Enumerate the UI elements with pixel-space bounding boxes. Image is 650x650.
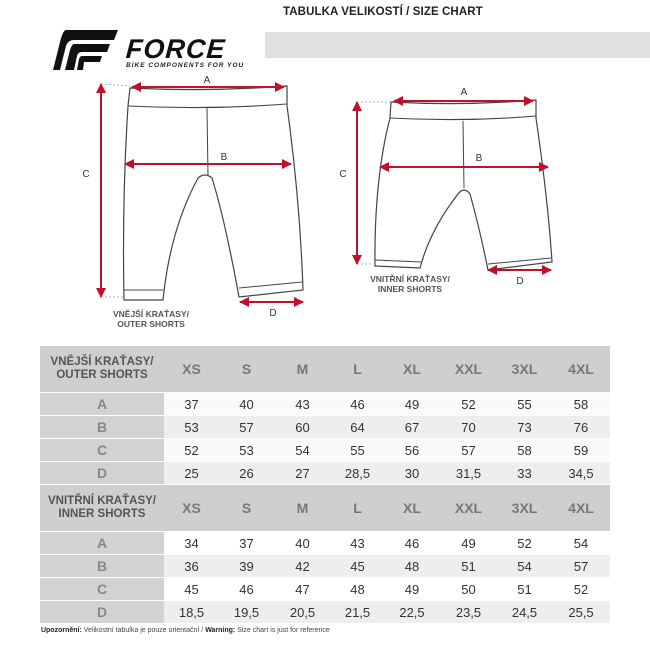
outer-shorts-outline [124, 86, 304, 300]
size-header-xl: XL [384, 485, 440, 532]
table-cell: 36 [164, 555, 219, 578]
table-cell: 28,5 [331, 462, 384, 485]
row-label: B [40, 416, 164, 439]
table-cell: 46 [384, 532, 440, 555]
footer-warning [41, 627, 330, 634]
row-label: D [40, 462, 164, 485]
size-table-body [40, 346, 610, 624]
table-cell: 48 [331, 578, 384, 601]
inner-header-row [40, 485, 610, 532]
table-cell: 50 [440, 578, 497, 601]
table-cell: 31,5 [440, 462, 497, 485]
table-cell: 37 [164, 393, 219, 416]
table-cell: 57 [219, 416, 274, 439]
table-cell: 47 [274, 578, 331, 601]
size-header-4xl: 4XL [552, 485, 610, 532]
outer-label-d: D [269, 308, 277, 319]
table-cell: 58 [497, 439, 552, 462]
table-row [40, 578, 610, 601]
outer-caption-line2: OUTER SHORTS [117, 319, 185, 330]
row-label: C [40, 439, 164, 462]
table-cell: 51 [440, 555, 497, 578]
table-cell: 59 [552, 439, 610, 462]
table-cell: 49 [440, 532, 497, 555]
table-cell: 48 [384, 555, 440, 578]
table-cell: 55 [497, 393, 552, 416]
inner-shorts-diagram [339, 87, 552, 287]
outer-section-title [40, 346, 164, 393]
table-row [40, 462, 610, 485]
table-cell: 51 [497, 578, 552, 601]
table-cell: 34,5 [552, 462, 610, 485]
warning-en-label: Warning: [205, 627, 236, 634]
table-cell: 45 [164, 578, 219, 601]
table-cell: 52 [440, 393, 497, 416]
outer-dim-c-top-guide [101, 84, 130, 86]
size-header-l: L [331, 346, 384, 393]
table-cell: 70 [440, 416, 497, 439]
table-row [40, 393, 610, 416]
table-cell: 25 [164, 462, 219, 485]
table-cell: 52 [164, 439, 219, 462]
table-cell: 26 [219, 462, 274, 485]
inner-center-seam [463, 121, 464, 188]
brand-name: FORCE [124, 34, 227, 64]
table-cell: 37 [219, 532, 274, 555]
table-cell: 64 [331, 416, 384, 439]
outer-header-row [40, 346, 610, 393]
inner-waistband-line [390, 116, 536, 120]
brand-tagline: BIKE COMPONENTS FOR YOU [126, 62, 245, 69]
size-header-s: S [219, 346, 274, 393]
table-cell: 76 [552, 416, 610, 439]
warning-cz-text: Velikostní tabulka je pouze orientační / [81, 627, 206, 634]
table-cell: 56 [384, 439, 440, 462]
table-cell: 46 [331, 393, 384, 416]
table-cell: 39 [219, 555, 274, 578]
table-cell: 33 [497, 462, 552, 485]
table-cell: 52 [552, 578, 610, 601]
table-cell: 43 [274, 393, 331, 416]
inner-label-d: D [516, 276, 524, 287]
row-label: D [40, 601, 164, 624]
table-cell: 42 [274, 555, 331, 578]
table-row [40, 601, 610, 624]
table-row [40, 555, 610, 578]
size-header-xl: XL [384, 346, 440, 393]
size-header-3xl: 3XL [497, 485, 552, 532]
table-cell: 23,5 [440, 601, 497, 624]
table-cell: 18,5 [164, 601, 219, 624]
outer-label-c: C [82, 169, 90, 180]
table-cell: 46 [219, 578, 274, 601]
table-cell: 34 [164, 532, 219, 555]
table-cell: 53 [219, 439, 274, 462]
row-label: A [40, 393, 164, 416]
inner-shorts-caption [350, 274, 470, 294]
table-cell: 52 [497, 532, 552, 555]
table-cell: 54 [552, 532, 610, 555]
table-row [40, 416, 610, 439]
outer-caption-line1: VNĚJŠÍ KRAŤASY/ [112, 309, 190, 319]
table-cell: 24,5 [497, 601, 552, 624]
table-row [40, 439, 610, 462]
size-header-xs: XS [164, 485, 219, 532]
warning-cz-label: Upozornění: [41, 627, 82, 634]
table-row [40, 532, 610, 555]
table-cell: 21,5 [331, 601, 384, 624]
size-header-m: M [274, 346, 331, 393]
size-header-xxl: XXL [440, 346, 497, 393]
table-cell: 54 [274, 439, 331, 462]
size-table [40, 346, 610, 624]
table-cell: 30 [384, 462, 440, 485]
size-header-xxl: XXL [440, 485, 497, 532]
size-header-4xl: 4XL [552, 346, 610, 393]
page-title: TABULKA VELIKOSTÍ / SIZE CHART [283, 6, 483, 18]
outer-shorts-diagram [82, 75, 303, 319]
size-header-s: S [219, 485, 274, 532]
warning-en-text: Size chart is just for reference [235, 627, 330, 634]
inner-section-title-line1: VNITŘNÍ KRAŤASY/ [48, 494, 156, 507]
table-cell: 73 [497, 416, 552, 439]
inner-section-title [40, 485, 164, 532]
table-cell: 40 [274, 532, 331, 555]
table-cell: 57 [440, 439, 497, 462]
table-cell: 45 [331, 555, 384, 578]
table-cell: 54 [497, 555, 552, 578]
table-cell: 20,5 [274, 601, 331, 624]
size-header-xs: XS [164, 346, 219, 393]
outer-section-title-line1: VNĚJŠÍ KRAŤASY/ [50, 355, 154, 368]
inner-left-hem [375, 260, 421, 262]
table-cell: 49 [384, 393, 440, 416]
row-label: A [40, 532, 164, 555]
outer-right-hem [239, 282, 302, 288]
table-cell: 25,5 [552, 601, 610, 624]
inner-section-title-line2: INNER SHORTS [58, 508, 146, 520]
table-cell: 19,5 [219, 601, 274, 624]
size-header-m: M [274, 485, 331, 532]
table-cell: 43 [331, 532, 384, 555]
outer-shorts-caption [96, 309, 206, 329]
table-cell: 60 [274, 416, 331, 439]
table-cell: 49 [384, 578, 440, 601]
inner-caption-line1: VNITŘNÍ KRAŤASY/ [370, 274, 450, 284]
outer-waistband-line [128, 104, 287, 108]
table-cell: 67 [384, 416, 440, 439]
table-cell: 57 [552, 555, 610, 578]
inner-label-c: C [339, 169, 347, 180]
inner-label-a: A [460, 87, 468, 98]
table-cell: 22,5 [384, 601, 440, 624]
outer-center-seam [207, 108, 208, 176]
row-label: C [40, 578, 164, 601]
table-cell: 58 [552, 393, 610, 416]
size-header-l: L [331, 485, 384, 532]
table-cell: 55 [331, 439, 384, 462]
inner-label-b: B [475, 153, 483, 164]
outer-label-a: A [203, 75, 211, 86]
table-cell: 27 [274, 462, 331, 485]
size-header-3xl: 3XL [497, 346, 552, 393]
table-cell: 40 [219, 393, 274, 416]
inner-caption-line2: INNER SHORTS [377, 284, 443, 295]
outer-label-b: B [220, 152, 228, 163]
table-cell: 53 [164, 416, 219, 439]
row-label: B [40, 555, 164, 578]
outer-section-title-line2: OUTER SHORTS [56, 369, 148, 381]
